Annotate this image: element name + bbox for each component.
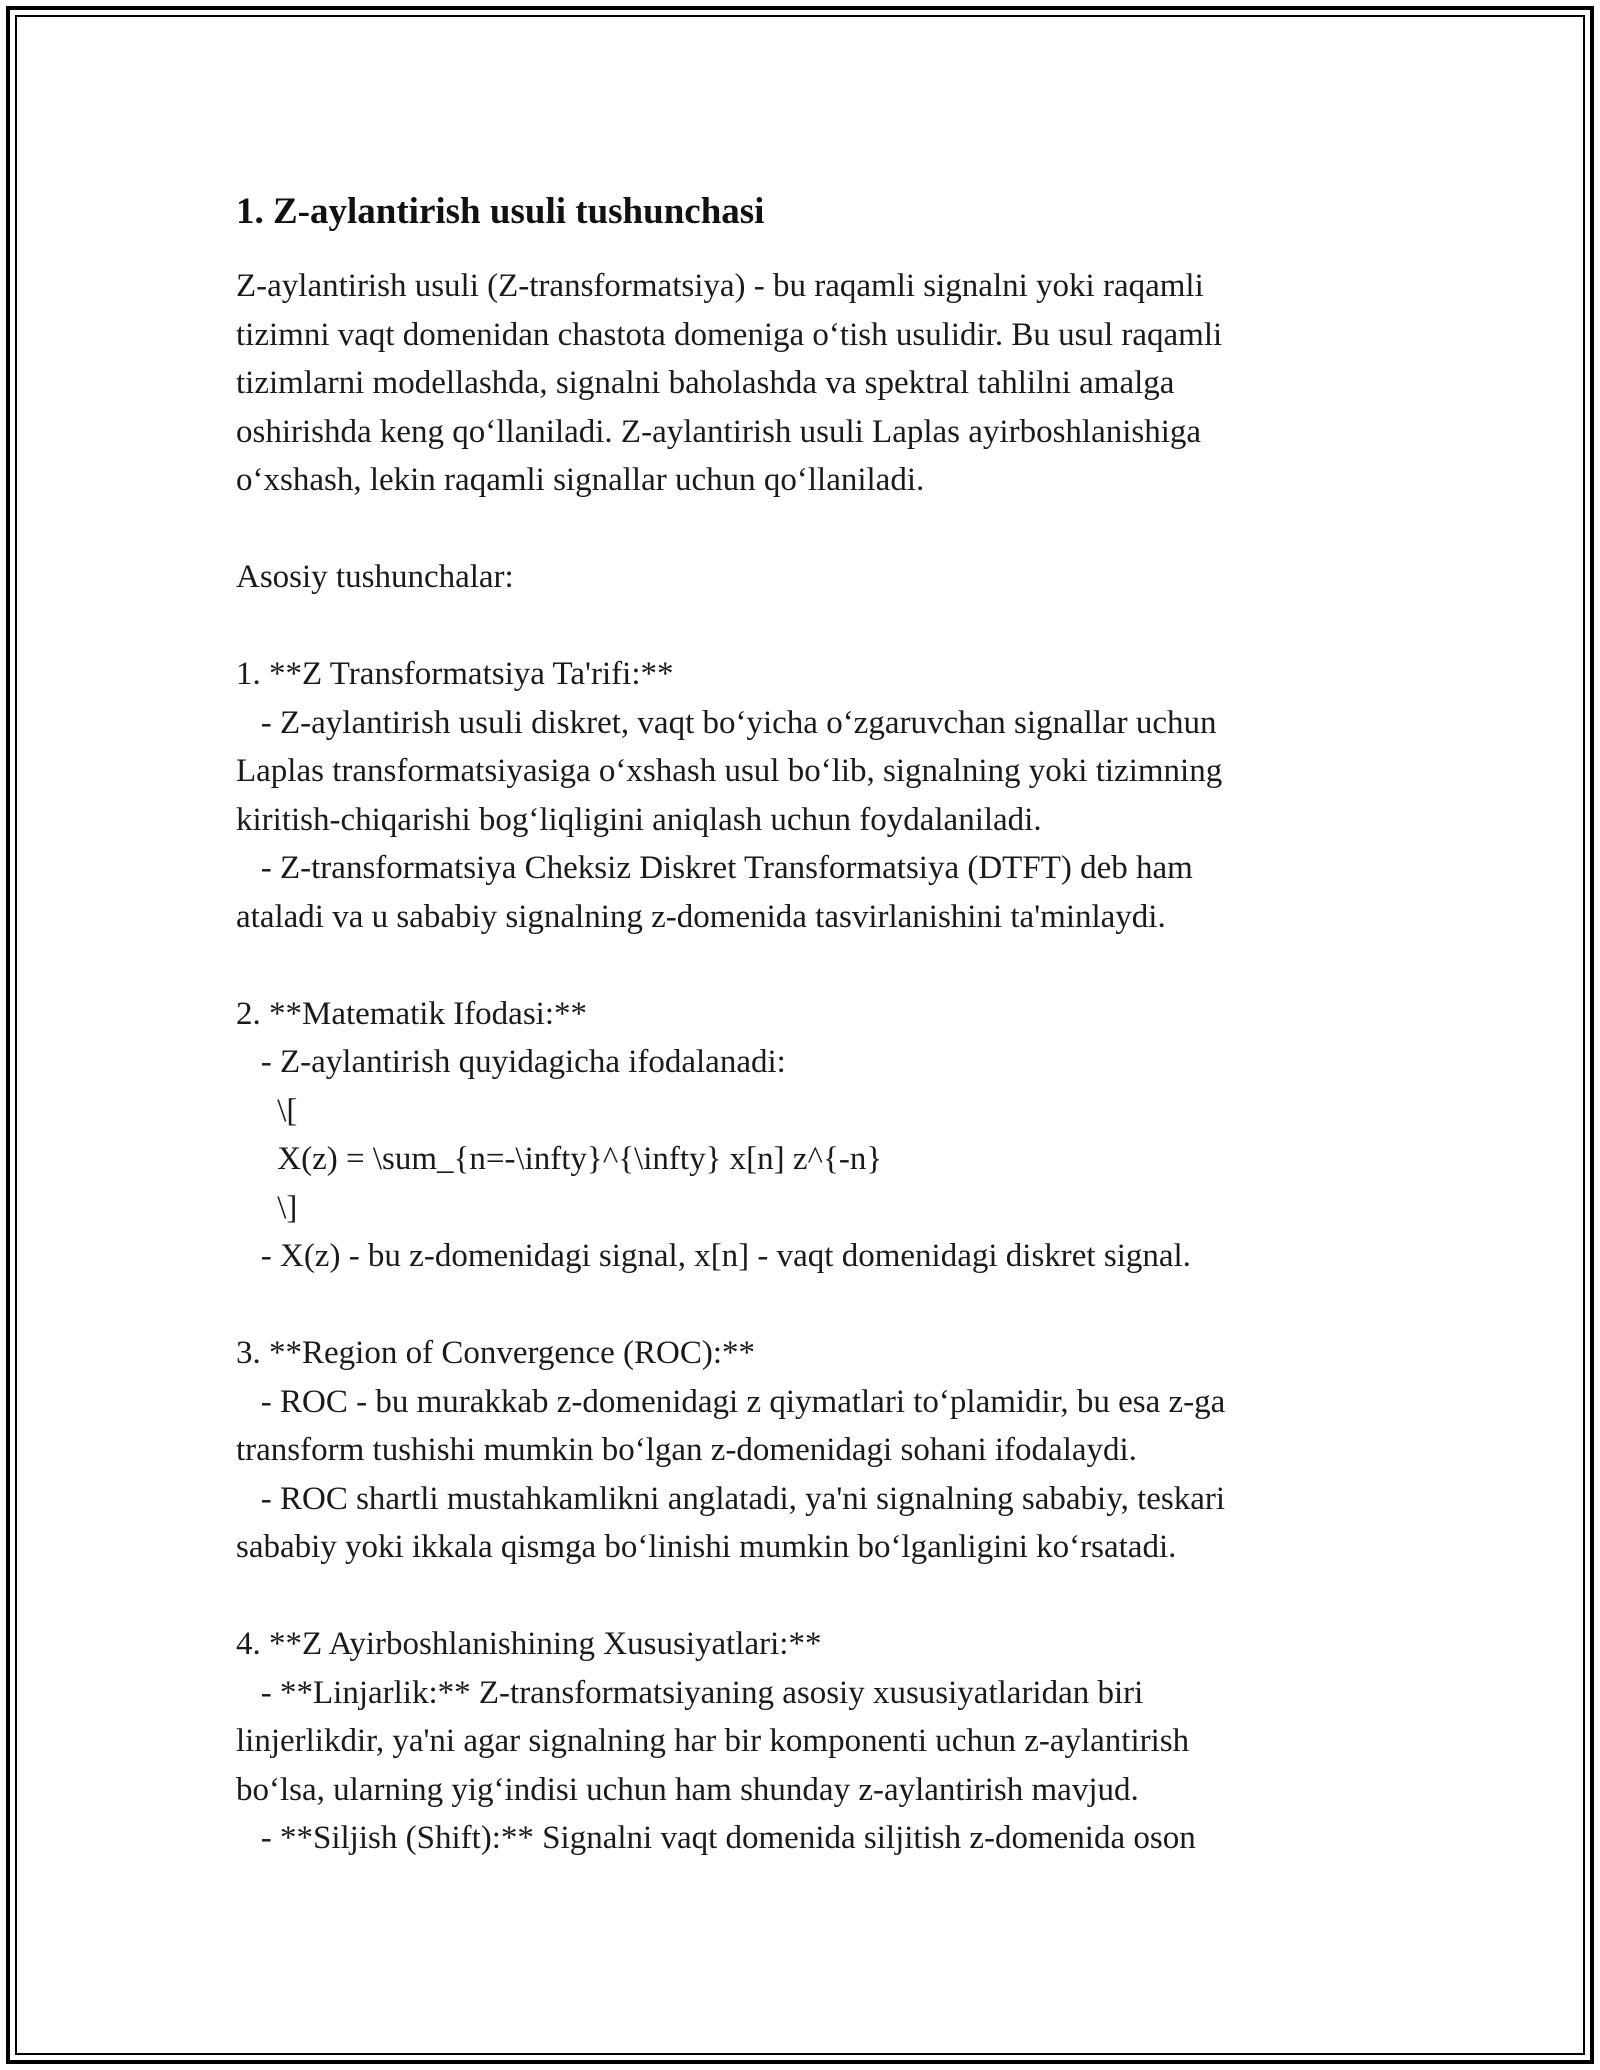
section-line: ataladi va u sababiy signalning z-domenida tasvirlanishini ta'minlaydi.	[236, 898, 1166, 935]
intro-line: Z-aylantirish usuli (Z-transformatsiya) - bu raqamli signalni yoki raqamli	[236, 268, 1204, 304]
section-line: - ROC shartli mustahkamlikni anglatadi, ya'ni signalning sababiy, teskari	[236, 1480, 1226, 1517]
section-line: 4. **Z Ayirboshlanishining Xususiyatlari:**	[236, 1626, 822, 1662]
section-line: - Z-aylantirish quyidagicha ifodalanadi:	[236, 1044, 786, 1080]
intro-line: tizimni vaqt domenidan chastota domeniga o‘tish usulidir. Bu usul raqamli	[236, 316, 1223, 353]
section-roc	[236, 1329, 1366, 1572]
intro-line: tizimlarni modellashda, signalni baholashda va spektral tahlilni amalga	[236, 365, 1175, 401]
section-line: transform tushishi mumkin bo‘lgan z-domenidagi sohani ifodalaydi.	[236, 1432, 1137, 1468]
section-line: - X(z) - bu z-domenidagi signal, x[n] - vaqt domenidagi diskret signal.	[236, 1238, 1191, 1274]
section-line: 3. **Region of Convergence (ROC):**	[236, 1335, 756, 1371]
section-line: - Z-aylantirish usuli diskret, vaqt bo‘yicha o‘zgaruvchan signallar uchun	[236, 704, 1217, 741]
section-line: - Z-transformatsiya Cheksiz Diskret Transformatsiya (DTFT) deb ham	[236, 850, 1193, 886]
section-formula	[236, 990, 1366, 1281]
section-line: kiritish-chiqarishi bog‘liqligini aniqlash uchun foydalaniladi.	[236, 801, 1042, 838]
section-line: bo‘lsa, ularning yig‘indisi uchun ham shunday z-aylantirish mavjud.	[236, 1771, 1139, 1808]
section-line: linjerlikdir, ya'ni agar signalning har bir komponenti uchun z-aylantirish	[236, 1723, 1190, 1759]
intro-line: oshirishda keng qo‘llaniladi. Z-aylantirish usuli Laplas ayirboshlanishiga	[236, 413, 1202, 450]
formula-line: X(z) = \sum_{n=-\infty}^{\infty} x[n] z^{-n}	[236, 1141, 883, 1177]
formula-line: \[	[236, 1092, 298, 1129]
page-title: 1. Z-aylantirish usuli tushunchasi	[236, 191, 765, 232]
section-properties	[236, 1620, 1366, 1863]
section-line: - ROC - bu murakkab z-domenidagi z qiymatlari to‘plamidir, bu esa z-ga	[236, 1383, 1226, 1420]
section-line: 2. **Matematik Ifodasi:**	[236, 995, 588, 1032]
subheading-paragraph	[236, 553, 1366, 602]
intro-paragraph	[236, 262, 1366, 505]
section-definition	[236, 650, 1366, 941]
intro-line: o‘xshash, lekin raqamli signallar uchun qo‘llaniladi.	[236, 462, 925, 498]
subheading: Asosiy tushunchalar:	[236, 559, 514, 595]
section-line: Laplas transformatsiyasiga o‘xshash usul bo‘lib, signalning yoki tizimning	[236, 753, 1223, 789]
section-line: - **Siljish (Shift):** Signalni vaqt domenida siljitish z-domenida oson	[236, 1820, 1196, 1856]
section-line: 1. **Z Transformatsiya Ta'rifi:**	[236, 656, 674, 692]
section-line: sababiy yoki ikkala qismga bo‘linishi mumkin bo‘lganligini ko‘rsatadi.	[236, 1529, 1177, 1565]
section-line: - **Linjarlik:** Z-transformatsiyaning asosiy xususiyatlaridan biri	[236, 1674, 1144, 1711]
formula-line: \]	[236, 1189, 298, 1226]
document-body	[236, 188, 1366, 1863]
